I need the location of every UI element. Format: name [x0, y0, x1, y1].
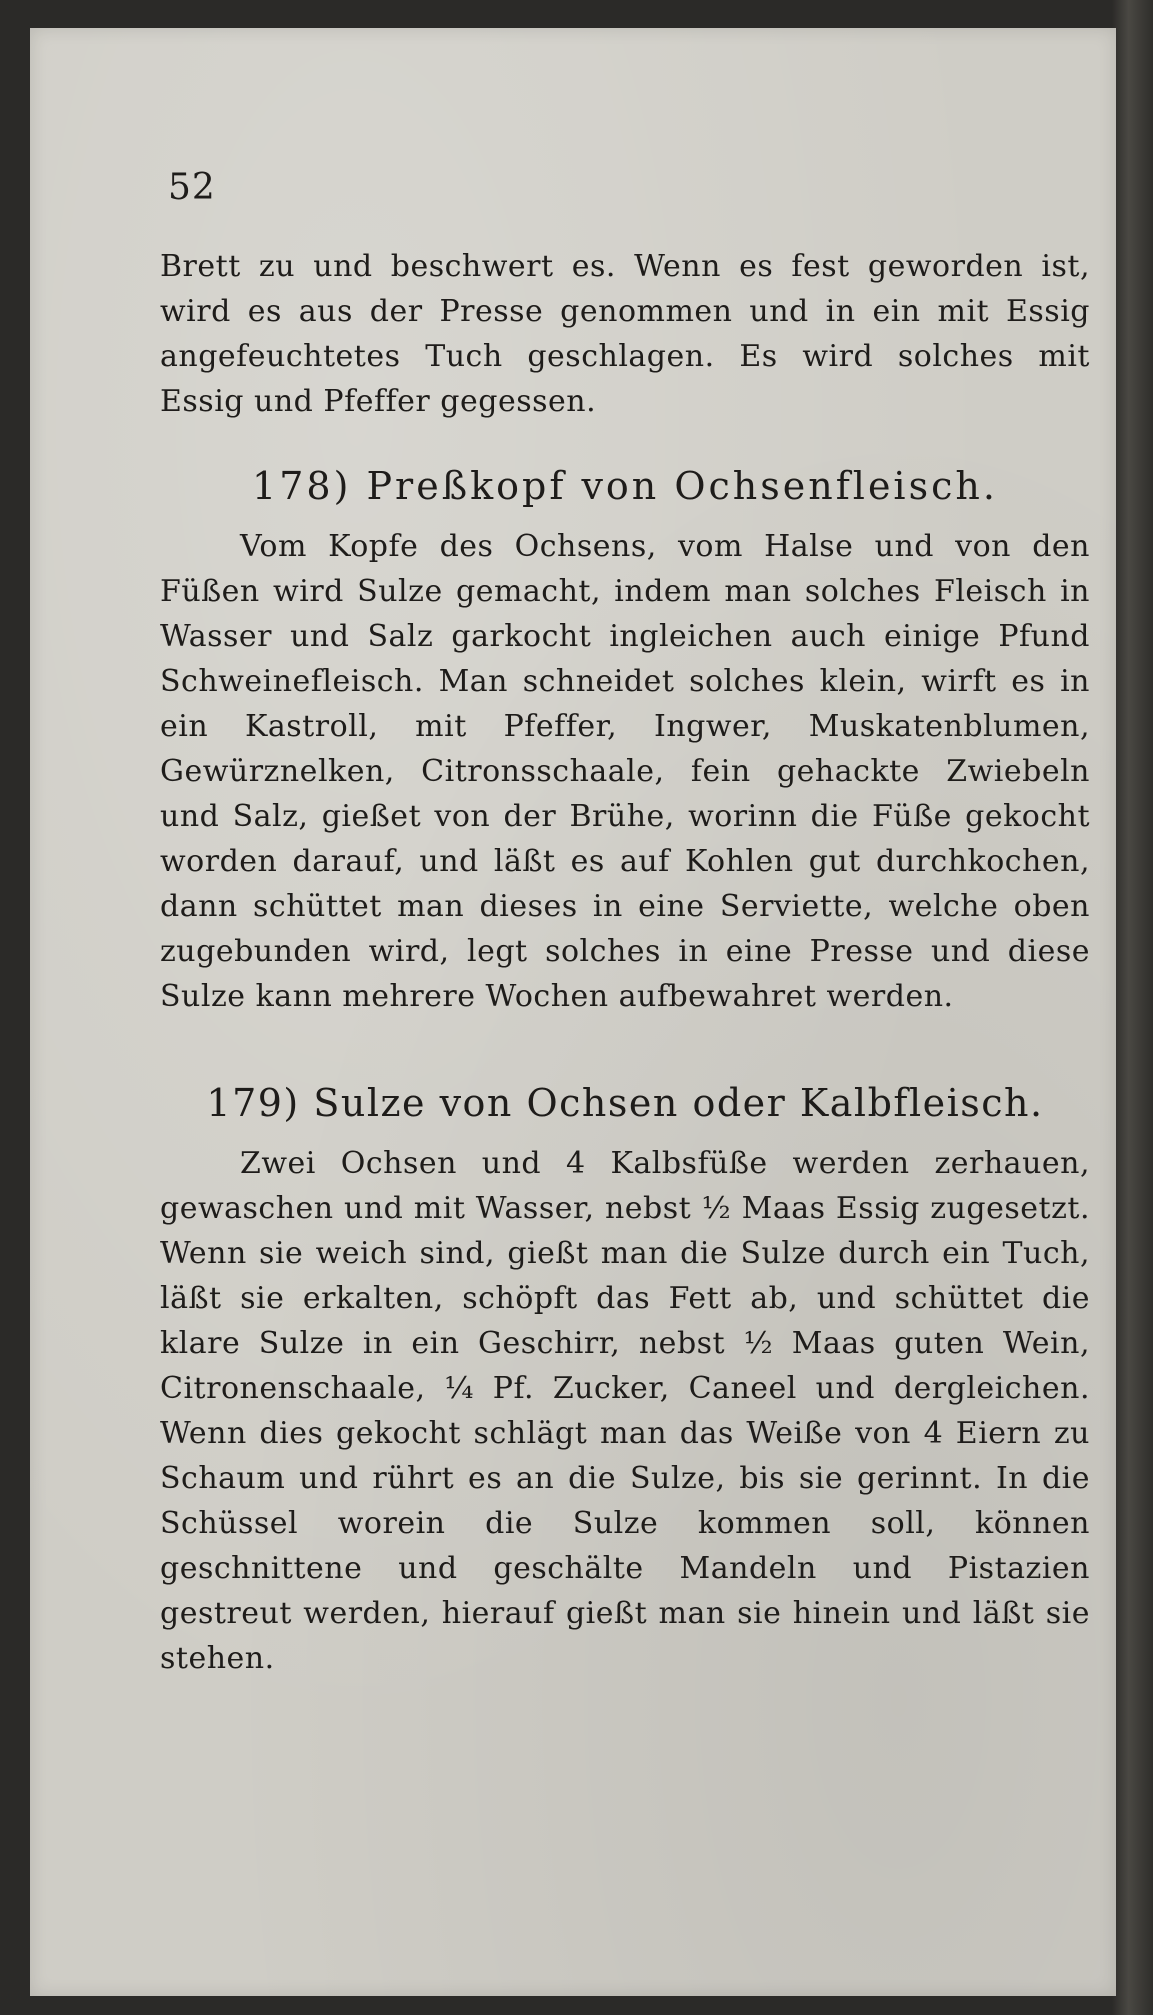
book-edge — [1112, 0, 1153, 2015]
recipe-body-179: Zwei Ochsen und 4 Kalbsfüße werden zerhauen, gewaschen und mit Wasser, nebst ½ Maas Essig zugesetzt. Wenn sie weich sind, gießt man die Sulze durch ein Tuch, läßt sie erkalten, schöpft das Fett ab, und schüttet die klare Sulze in ein Geschirr, nebst ½ Maas guten Wein, Citronenschaale, ¼ Pf. Zucker, Caneel und dergleichen. Wenn dies gekocht schlägt man das Weiße von 4 Eiern zu Schaum und rührt es an die Sulze, bis sie gerinnt. In die Schüssel worein die Sulze kommen soll, können geschnittene und geschälte Mandeln und Pistazien gestreut werden, hierauf gießt man sie hinein und läßt sie stehen. — [160, 1146, 1090, 1676]
paragraph-continuation: Brett zu und beschwert es. Wenn es fest geworden ist, wird es aus der Presse genommen und in ein mit Essig angefeuchtetes Tuch geschlagen. Es wird solches mit Essig und Pfeffer gegessen. — [160, 249, 1090, 419]
book-page — [30, 28, 1116, 1996]
page-number: 52 — [168, 167, 216, 208]
page-text-block — [160, 168, 1090, 1681]
recipe-heading-178: 178) Preßkopf von Ochsenfleisch. — [252, 464, 998, 508]
recipe-body-178: Vom Kopfe des Ochsens, vom Halse und von den Füßen wird Sulze gemacht, indem man solches Fleisch in Wasser und Salz garkocht ingleichen auch einige Pfund Schweinefleisch. Man schneidet solches klein, wirft es in ein Kastroll, mit Pfeffer, Ingwer, Muskatenblumen, Gewürznelken, Citronsschaale, fein gehackte Zwiebeln und Salz, gießet von der Brühe, worinn die Füße gekocht worden darauf, und läßt es auf Kohlen gut durchkochen, dann schüttet man dieses in eine Serviette, welche oben zugebunden wird, legt solches in eine Presse und diese Sulze kann mehrere Wochen aufbewahret werden. — [160, 529, 1090, 1014]
recipe-heading-179: 179) Sulze von Ochsen oder Kalbfleisch. — [206, 1081, 1044, 1125]
